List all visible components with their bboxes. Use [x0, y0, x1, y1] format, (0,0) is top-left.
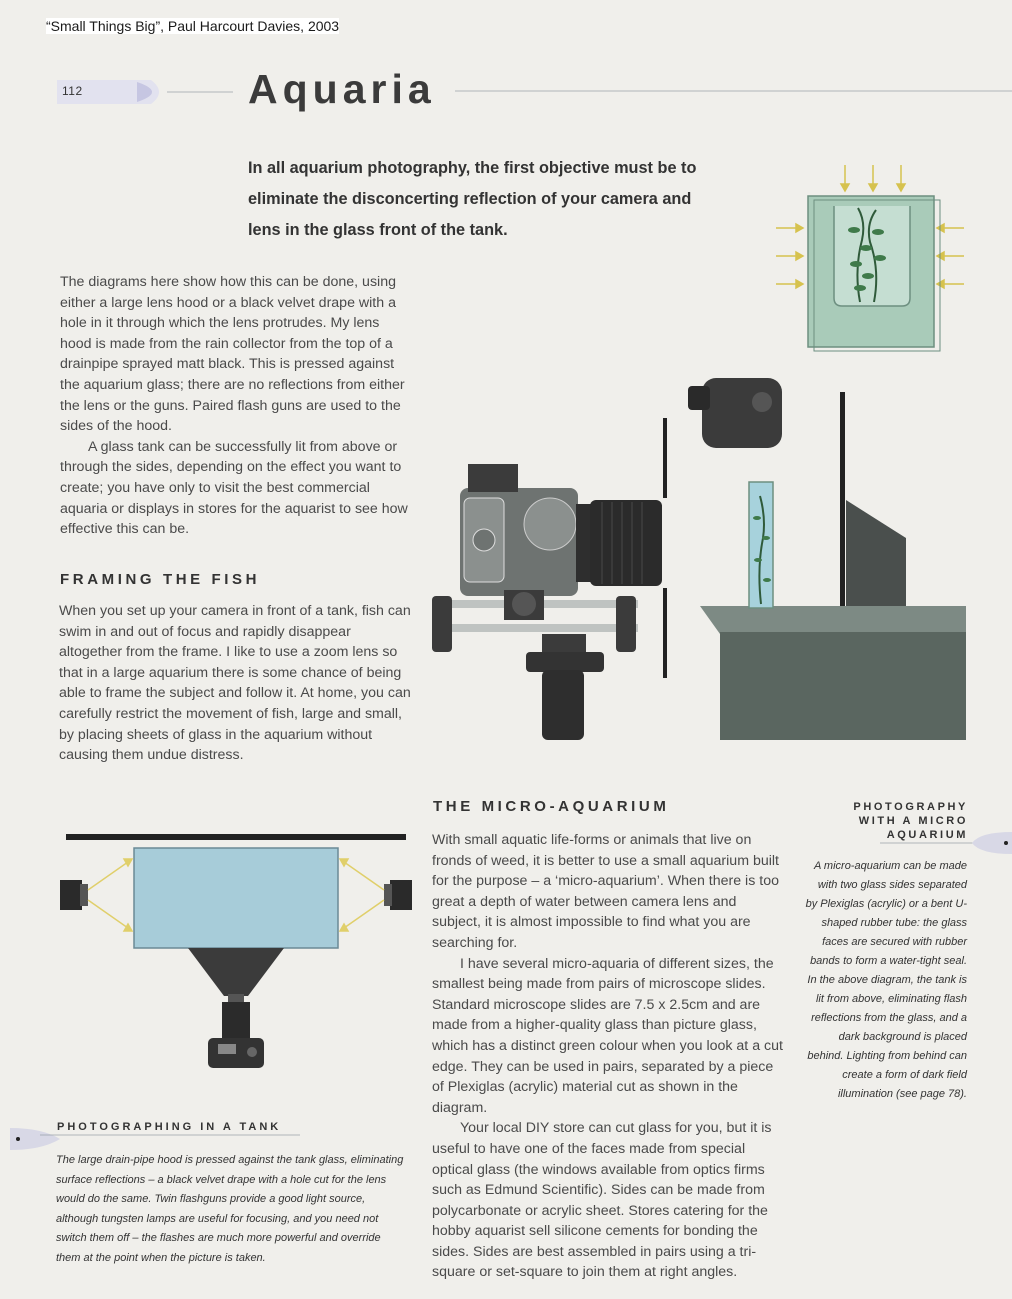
body-text: [60, 272, 412, 540]
side-caption-text: A micro-aquarium can be made with two glass sides separated by Plexiglas (acrylic) or a bent U-shaped rubber tube: the glass faces are secured with rubber bands to form a water-tight seal. In the above diagram, the tank is lit from above, eliminating flash reflections from the glass, and a dark background is placed behind. Lighting from behind can create a form of dark field illumination (see page 78).: [805, 860, 967, 1100]
source-caption: “Small Things Big”, Paul Harcourt Davies, 2003: [46, 18, 340, 34]
side-caption-heading-line: PHOTOGRAPHY: [853, 801, 968, 813]
body-paragraph: When you set up your camera in front of a tank, fish can swim in and out of focus and rapidly disappear altogether from the frame. I like to use a zoom lens so that in a large aquarium there is some chance of being able to frame the subject and follow it. At home, you can carefully restrict the movement of fish, large and small, by placing sheets of glass in the aquarium without causing them undue distress.: [59, 603, 411, 764]
body-paragraph: I have several micro-aquaria of different sizes, the smallest being made from pairs of microscope slides. Standard microscope slides are 7.5 x 2.5cm and are made from a higher-quality glass than picture glass, which has a distinct green colour when you look at a cut edge. They can be used in pairs, separated by a piece of Plexiglas (acrylic) material cut as shown in the diagram.: [432, 955, 783, 1116]
body-paragraph: A glass tank can be successfully lit from above or through the sides, depending on the effect you want to create; you have only to visit the best commercial aquaria or displays in stores for the aquarist to see how effective this can be.: [60, 438, 408, 538]
micro-text: [432, 830, 787, 1283]
tank-top-view-illustration: [58, 830, 414, 1068]
micro-aquarium-illustration: [770, 160, 970, 352]
tank-caption-heading: PHOTOGRAPHING IN A TANK: [57, 1121, 282, 1133]
section-heading-framing: FRAMING THE FISH: [60, 571, 261, 588]
side-caption-heading-line: WITH A MICRO: [858, 815, 968, 827]
side-caption-heading-line: AQUARIUM: [886, 829, 968, 841]
page-title: Aquaria: [248, 66, 436, 112]
tank-caption-text: The large drain-pipe hood is pressed against the tank glass, eliminating surface reflections – a black velvet drape with a hole cut for the lens would do the same. Twin flashguns provide a good light source, although tungsten lamps are useful for focusing, and you need not switch them off – the flashes are much more powerful and override them at the point when the picture is taken.: [56, 1154, 404, 1264]
framing-text: [59, 601, 411, 766]
camera-setup-illustration: [430, 378, 970, 744]
body-paragraph: Your local DIY store can cut glass for you, but it is useful to have one of the faces made from special optical glass (the windows available from optics firms such as Edmund Scientific). Sides can be made from polycarbonate or acrylic sheet. Stores catering for the hobby aquarist sell silicone cements for bonding the sides. Sides are best assembled in pairs using a tri-square or set-square to join them at right angles.: [432, 1120, 772, 1281]
intro-paragraph: In all aquarium photography, the first objective must be to eliminate the disconcerting reflection of your camera and lens in the glass front of the tank.: [248, 159, 697, 239]
body-paragraph: The diagrams here show how this can be done, using either a large lens hood or a black velvet drape with a hole in it through which the lens protrudes. My lens hood is made from the rain collector from the top of a drainpipe sprayed matt black. This is pressed against the aquarium glass; there are no reflections from either the lens or the guns. Paired flash guns are used to the sides of the hood.: [60, 274, 405, 435]
body-paragraph: With small aquatic life-forms or animals that live on fronds of weed, it is better to use a small aquarium built for the purpose – a ‘micro-aquarium’. When there is too great a depth of water between camera lens and subject, it is almost impossible to find what you are searching for.: [432, 832, 779, 951]
side-caption-marker: [880, 826, 1012, 860]
page-number: 112: [62, 84, 83, 98]
title-rule: [455, 88, 1012, 94]
section-heading-micro: THE MICRO-AQUARIUM: [433, 798, 670, 815]
